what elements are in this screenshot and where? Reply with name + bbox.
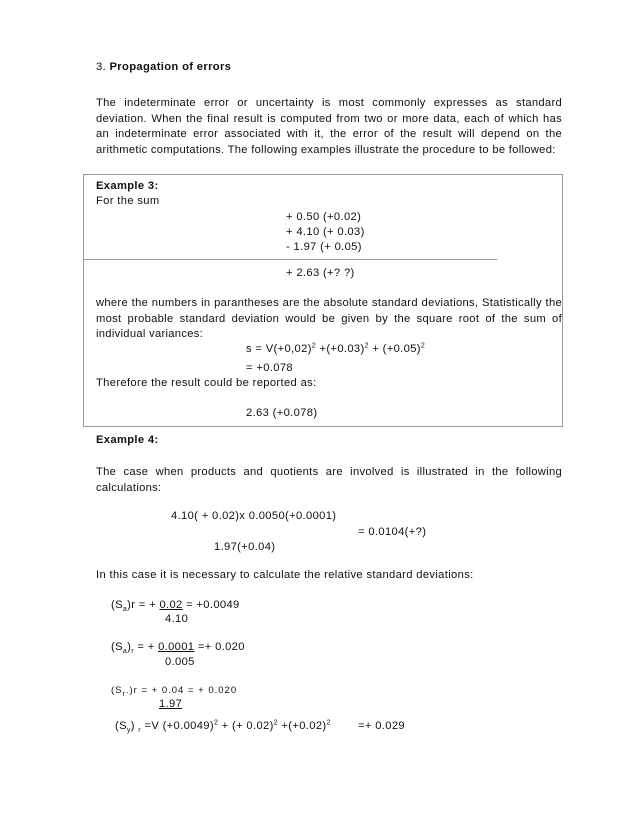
relative-sd-total (115, 719, 331, 735)
r3-denominator (159, 698, 182, 710)
r4-exp-c: 2 (326, 719, 331, 727)
formula-exponent-3: 2 (420, 342, 426, 350)
product-numerator: 4.10( + 0.02)x 0.0050(+0.0001) (171, 510, 337, 522)
r3-tail: .)r = + 0.04 = + 0.020 (125, 685, 238, 696)
sum-line-2: + 4.10 (+ 0.03) (286, 226, 365, 238)
r3-denominator-text: 1.97 (159, 698, 183, 710)
r1-denominator: 4.10 (165, 613, 189, 625)
example-4-title: Example 4: (96, 434, 159, 446)
relative-sd-3 (111, 685, 237, 696)
relative-intro: In this case it is necessary to calculate the relative standard deviations: (96, 569, 474, 581)
r4-exp-b: 2 (273, 719, 278, 727)
r1-numerator: 0.02 (159, 599, 183, 611)
variance-result: = +0.078 (246, 362, 293, 374)
r2-tail: =+ 0.020 (194, 641, 245, 653)
example-3-title: Example 3: (96, 180, 159, 192)
r1-sub: a (122, 606, 128, 614)
formula-exponent-2: 2 (364, 342, 369, 350)
sum-result: + 2.63 (+? ?) (286, 267, 355, 279)
relative-sd-2 (111, 641, 245, 656)
therefore-text: Therefore the result could be reported as: (96, 377, 317, 389)
r3-sub: r (122, 690, 126, 698)
r2-lead: (S (111, 641, 123, 653)
product-denominator: 1.97(+0.04) (214, 541, 276, 553)
section-title: Propagation of errors (109, 61, 232, 73)
sum-line-1: + 0.50 (+0.02) (286, 211, 362, 223)
sum-line-3: - 1.97 (+ 0.05) (286, 241, 362, 253)
sum-divider (83, 259, 497, 260)
relative-sd-1 (111, 599, 240, 614)
r3-lead: (S (111, 685, 123, 696)
r2-denominator: 0.005 (165, 656, 195, 668)
r1-mid: )r = + (127, 599, 160, 611)
r4-lead: (S (115, 720, 127, 732)
intro-paragraph: The indeterminate error or uncertainty is most commonly expresses as standard deviation. When the final result is computed from two or more data, each of which has an indeterminate error associated with it, the error of the result will depend on the arithmetic computations. The following examples illustrate the procedure to be followed: (96, 97, 562, 156)
formula-term-2: +(+0.03) (316, 343, 365, 355)
formula-exponent-1: 2 (311, 342, 317, 350)
r4-term-b: + (+ 0.02) (218, 720, 274, 732)
example-3-explanation: where the numbers in parantheses are the absolute standard deviations, Statistically the most probable standard deviation would be given by the square root of the sum of individual variances: (96, 297, 562, 340)
r1-lead: (S (111, 599, 123, 611)
section-heading (96, 61, 231, 73)
r2-sub2: r (131, 648, 134, 656)
r2-numerator: 0.0001 (158, 641, 195, 653)
variance-formula (246, 343, 425, 355)
r2-mid: ) (127, 641, 132, 653)
r2-sub: a (122, 648, 128, 656)
r2-mid2: = + (133, 641, 159, 653)
r1-tail: = +0.0049 (182, 599, 240, 611)
reported-result: 2.63 (+0.078) (246, 407, 318, 419)
r4-sub2: r (138, 727, 141, 735)
formula-term-1: s = V(+0,02) (246, 343, 312, 355)
r4-mid: ) (130, 720, 139, 732)
r4-term-c: +(+0.02) (277, 720, 327, 732)
r4-result: =+ 0.029 (358, 720, 405, 732)
formula-term-3: + (+0.05) (368, 343, 421, 355)
r4-term-a: =V (+0.0049) (140, 720, 214, 732)
r4-exp-a: 2 (213, 719, 219, 727)
section-number: 3. (96, 61, 107, 73)
r4-sub: y (126, 727, 131, 735)
example-3-subtitle: For the sum (96, 195, 160, 207)
product-equals: = 0.0104(+?) (358, 526, 427, 538)
example-4-intro: The case when products and quotients are involved is illustrated in the following calculations: (96, 466, 562, 494)
